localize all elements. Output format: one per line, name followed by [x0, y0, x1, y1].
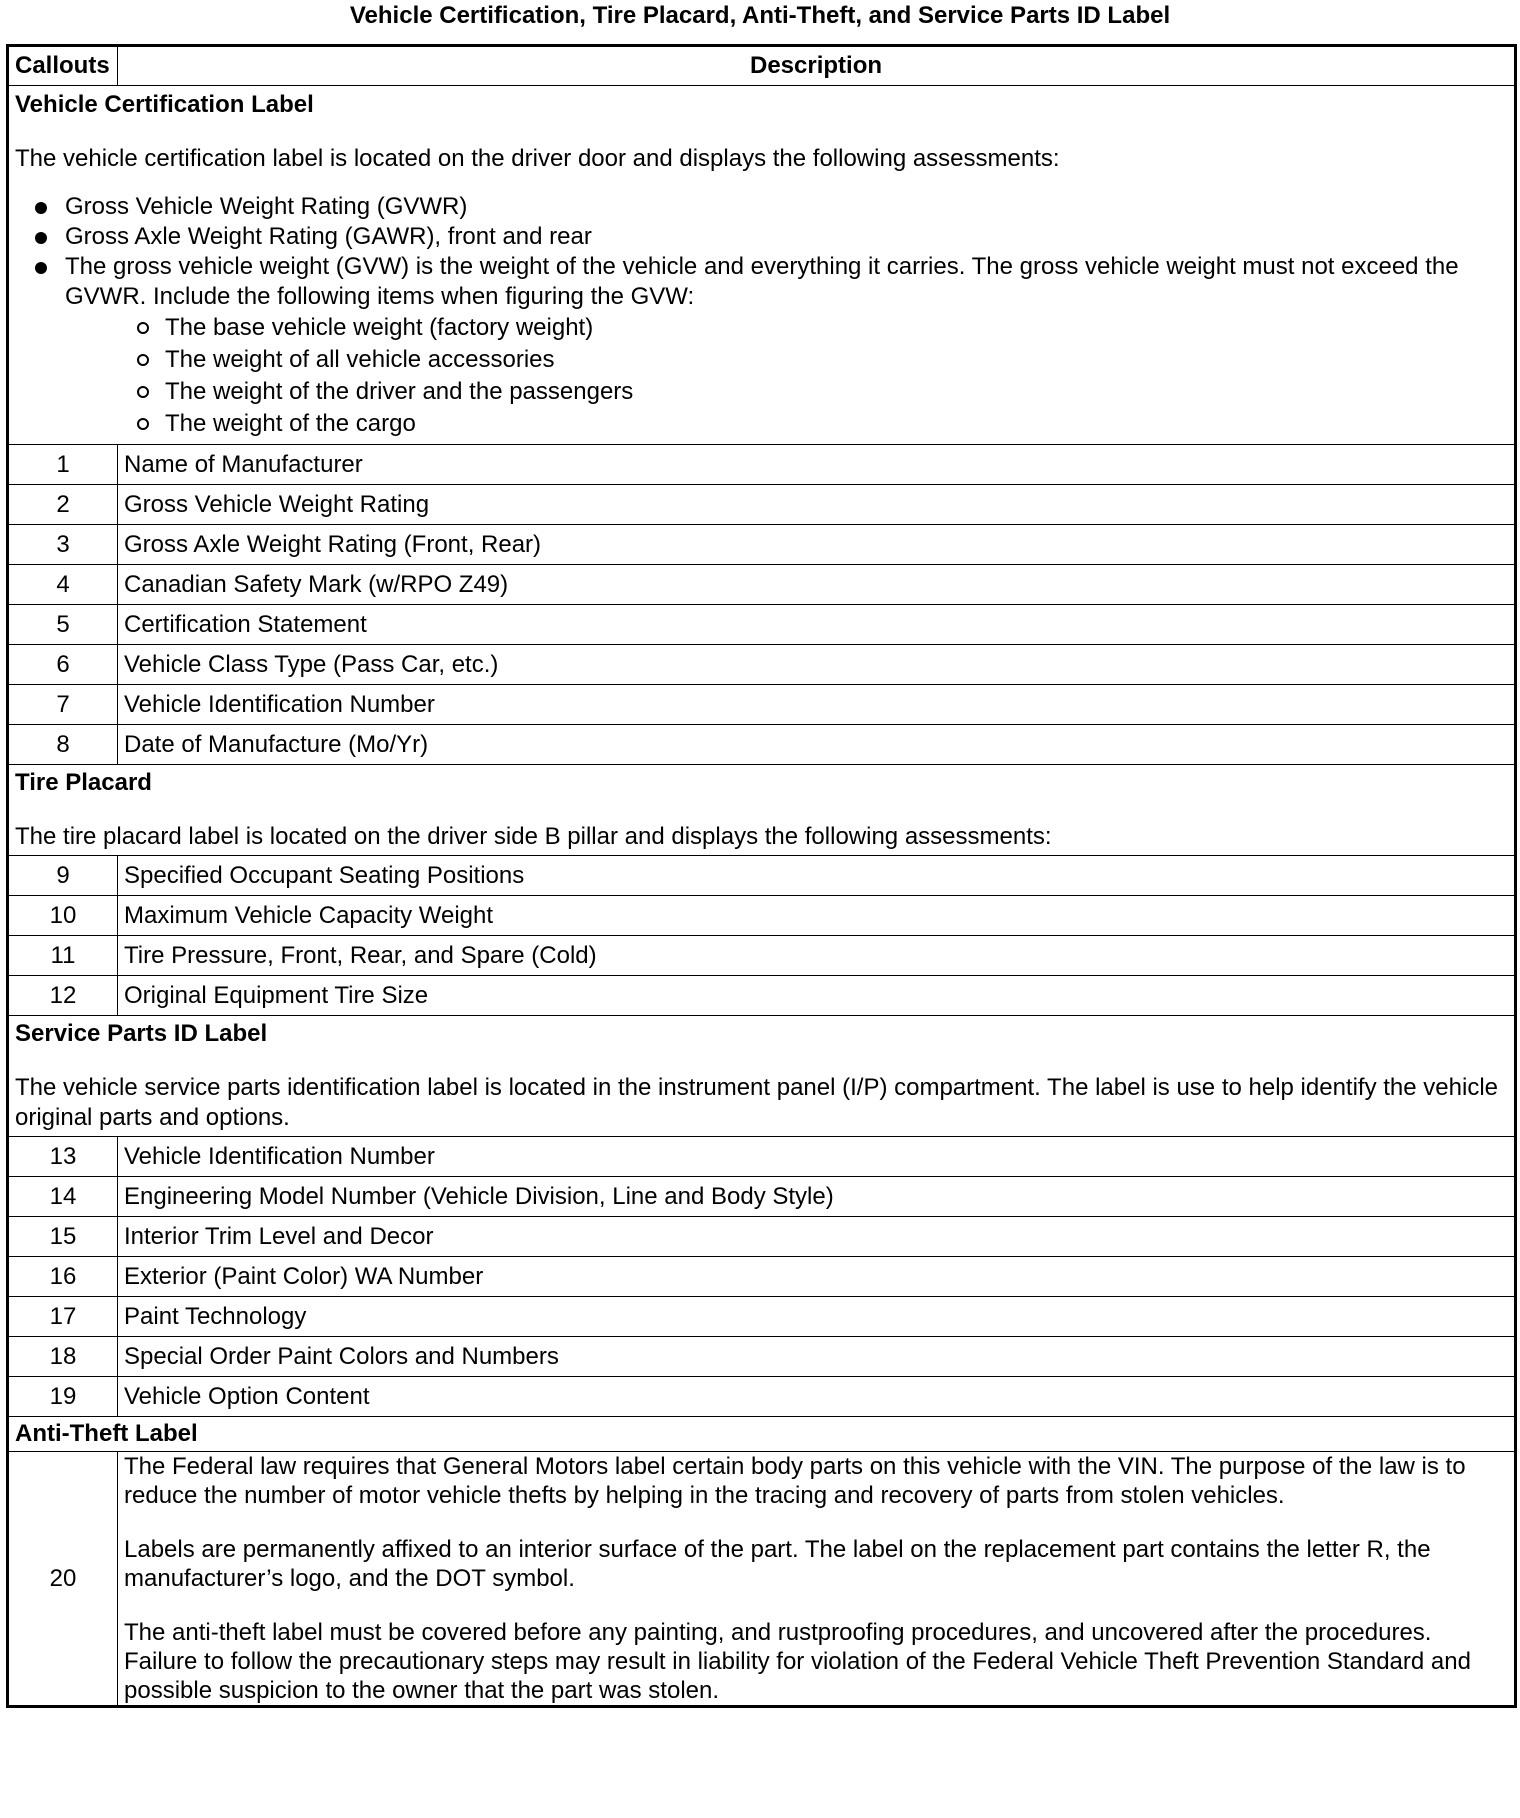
- anti-theft-paragraph: The Federal law requires that General Motors label certain body parts on this vehicle with the VIN. The purpose of the law is to reduce the number of motor vehicle thefts by helping in the tracing and recovery of parts from stolen vehicles.: [124, 1453, 1466, 1509]
- callout-description: Engineering Model Number (Vehicle Division, Line and Body Style): [118, 1177, 1516, 1217]
- list-item: [15, 222, 1508, 252]
- bullet-dot-icon: [35, 232, 47, 244]
- callout-number: 9: [8, 856, 118, 896]
- callout-description: Certification Statement: [118, 605, 1516, 645]
- bullet-dot-icon: [35, 202, 47, 214]
- section-title: Tire Placard: [15, 769, 152, 796]
- callout-description: Interior Trim Level and Decor: [118, 1217, 1516, 1257]
- callout-number: 2: [8, 485, 118, 525]
- callout-number: 7: [8, 685, 118, 725]
- list-item-text: The gross vehicle weight (GVW) is the weight of the vehicle and everything it carries. The gross vehicle weight must not exceed the GVWR. Include the following items when figuring the GVW:: [65, 253, 1459, 310]
- table-row: [8, 976, 1516, 1016]
- section-cell: [8, 765, 1516, 856]
- callout-number: 20: [8, 1452, 118, 1707]
- table-row: [8, 565, 1516, 605]
- sub-list-item-text: The base vehicle weight (factory weight): [165, 314, 594, 341]
- section-intro: The vehicle certification label is located on the driver door and displays the following assessments:: [15, 145, 1060, 172]
- callout-description: Vehicle Identification Number: [118, 685, 1516, 725]
- table-row: [8, 445, 1516, 485]
- section-row-service-parts: [8, 1016, 1516, 1137]
- callout-number: 12: [8, 976, 118, 1016]
- table-row: [8, 1377, 1516, 1417]
- table-row: [8, 1137, 1516, 1177]
- callouts-header: Callouts: [8, 46, 118, 86]
- sub-list-item: [65, 312, 1508, 344]
- section-cell: [8, 1417, 1516, 1452]
- table-row: [8, 856, 1516, 896]
- table-row: [8, 1337, 1516, 1377]
- callout-number: 16: [8, 1257, 118, 1297]
- callout-description: Vehicle Option Content: [118, 1377, 1516, 1417]
- callout-description: Canadian Safety Mark (w/RPO Z49): [118, 565, 1516, 605]
- bullet-list: [15, 192, 1508, 440]
- table-row: [8, 525, 1516, 565]
- table-header-row: [8, 46, 1516, 86]
- callout-number: 11: [8, 936, 118, 976]
- table-row: [8, 1257, 1516, 1297]
- callout-number: 10: [8, 896, 118, 936]
- callout-number: 3: [8, 525, 118, 565]
- section-title: Vehicle Certification Label: [15, 91, 314, 118]
- list-item-text: Gross Axle Weight Rating (GAWR), front and rear: [65, 223, 592, 250]
- callout-description: Date of Manufacture (Mo/Yr): [118, 725, 1516, 765]
- bullet-ring-icon: [137, 322, 149, 334]
- table-row: [8, 1177, 1516, 1217]
- callout-description: Tire Pressure, Front, Rear, and Spare (Cold): [118, 936, 1516, 976]
- callout-number: 5: [8, 605, 118, 645]
- table-row: [8, 645, 1516, 685]
- description-header: Description: [118, 46, 1516, 86]
- callout-description: Gross Axle Weight Rating (Front, Rear): [118, 525, 1516, 565]
- callout-description: [118, 1452, 1516, 1707]
- table-row: [8, 485, 1516, 525]
- callout-number: 14: [8, 1177, 118, 1217]
- sub-list-item: [65, 344, 1508, 376]
- callout-number: 13: [8, 1137, 118, 1177]
- sub-list-item: [65, 408, 1508, 440]
- callout-description: Exterior (Paint Color) WA Number: [118, 1257, 1516, 1297]
- table-row: [8, 605, 1516, 645]
- callout-number: 15: [8, 1217, 118, 1257]
- anti-theft-paragraph: Labels are permanently affixed to an interior surface of the part. The label on the replacement part contains the letter R, the manufacturer’s logo, and the DOT symbol.: [124, 1536, 1431, 1592]
- section-title: Anti-Theft Label: [15, 1420, 198, 1447]
- table-row: [8, 1452, 1516, 1707]
- sub-list-item-text: The weight of the cargo: [165, 410, 416, 437]
- callout-description: Paint Technology: [118, 1297, 1516, 1337]
- callout-number: 18: [8, 1337, 118, 1377]
- callout-description: Special Order Paint Colors and Numbers: [118, 1337, 1516, 1377]
- bullet-ring-icon: [137, 386, 149, 398]
- sub-list-item-text: The weight of all vehicle accessories: [165, 346, 555, 373]
- bullet-ring-icon: [137, 354, 149, 366]
- table-row: [8, 1297, 1516, 1337]
- section-intro: The vehicle service parts identification label is located in the instrument panel (I/P) compartment. The label is use to help identify the vehicle original parts and options.: [15, 1074, 1498, 1131]
- list-item-text: Gross Vehicle Weight Rating (GVWR): [65, 193, 468, 220]
- callout-number: 19: [8, 1377, 118, 1417]
- list-item: [15, 252, 1508, 440]
- section-intro: The tire placard label is located on the driver side B pillar and displays the following assessments:: [15, 823, 1052, 850]
- section-row-tire-placard: [8, 765, 1516, 856]
- callout-description: Gross Vehicle Weight Rating: [118, 485, 1516, 525]
- list-item: [15, 192, 1508, 222]
- document-title: Vehicle Certification, Tire Placard, Anti-Theft, and Service Parts ID Label: [349, 2, 1171, 29]
- table-row: [8, 936, 1516, 976]
- anti-theft-paragraph: The anti-theft label must be covered before any painting, and rustproofing procedures, and uncovered after the procedures. Failure to follow the precautionary steps may result in liability for violation of the Federal Vehicle Theft Prevention Standard and possible suspicion to the owner that the part was stolen.: [124, 1619, 1471, 1704]
- callout-number: 8: [8, 725, 118, 765]
- section-cell: [8, 1016, 1516, 1137]
- callout-number: 1: [8, 445, 118, 485]
- callout-number: 17: [8, 1297, 118, 1337]
- section-row-anti-theft: [8, 1417, 1516, 1452]
- callout-description: Original Equipment Tire Size: [118, 976, 1516, 1016]
- table-row: [8, 725, 1516, 765]
- callout-number: 6: [8, 645, 118, 685]
- bullet-dot-icon: [35, 262, 47, 274]
- sub-bullet-list: [65, 312, 1508, 440]
- section-row-vehicle-certification: [8, 86, 1516, 445]
- sub-list-item: [65, 376, 1508, 408]
- sub-list-item-text: The weight of the driver and the passengers: [165, 378, 634, 405]
- section-cell: [8, 86, 1516, 445]
- section-title: Service Parts ID Label: [15, 1020, 268, 1047]
- callout-description: Vehicle Class Type (Pass Car, etc.): [118, 645, 1516, 685]
- bullet-ring-icon: [137, 418, 149, 430]
- callout-number: 4: [8, 565, 118, 605]
- table-row: [8, 896, 1516, 936]
- callout-description: Vehicle Identification Number: [118, 1137, 1516, 1177]
- table-row: [8, 1217, 1516, 1257]
- callout-description: Maximum Vehicle Capacity Weight: [118, 896, 1516, 936]
- callout-description: Name of Manufacturer: [118, 445, 1516, 485]
- callout-table: [6, 44, 1517, 1708]
- callout-description: Specified Occupant Seating Positions: [118, 856, 1516, 896]
- table-row: [8, 685, 1516, 725]
